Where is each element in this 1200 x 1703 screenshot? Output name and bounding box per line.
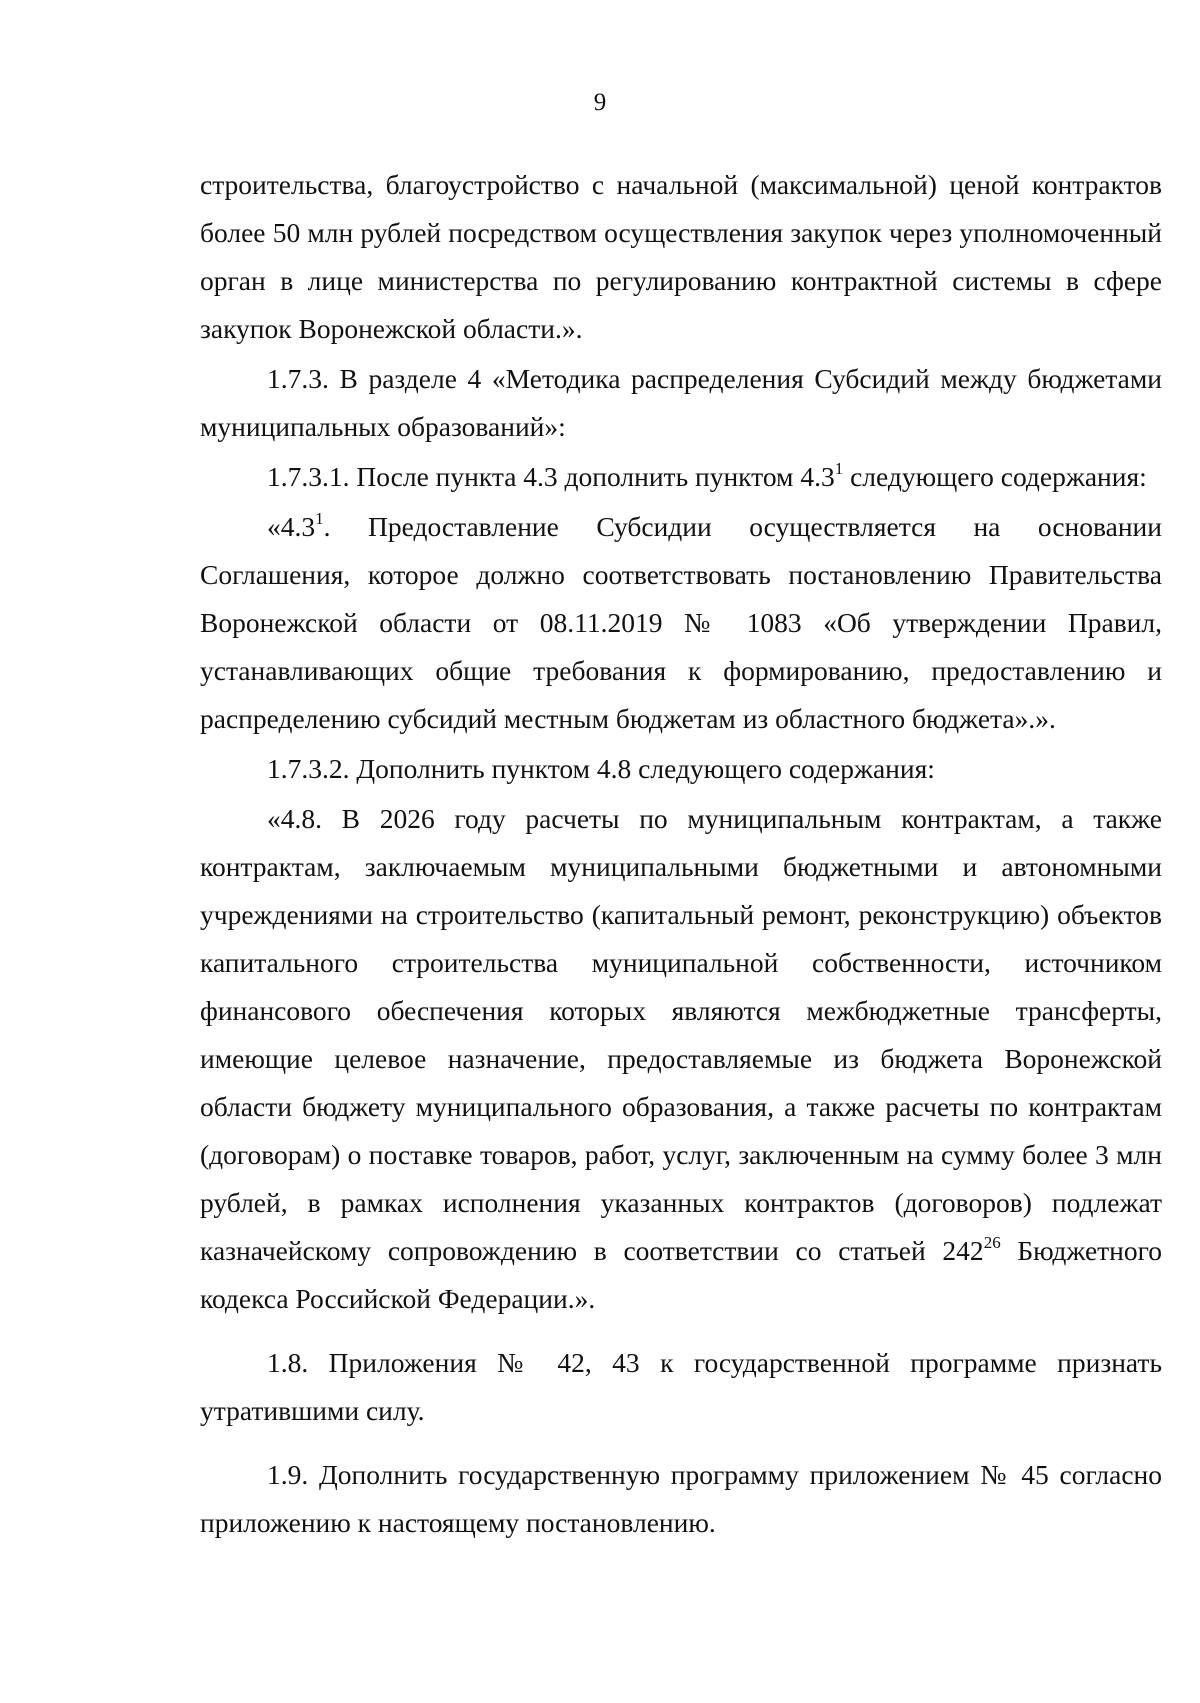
document-body xyxy=(200,161,1162,1547)
paragraph-1-7-3-1-text: 1.7.3.1. После пункта 4.3 дополнить пунктом 4.3 xyxy=(267,461,835,492)
superscript: 1 xyxy=(834,458,844,478)
page-number: 9 xyxy=(593,89,607,116)
superscript: 26 xyxy=(983,1232,1001,1252)
paragraph-1-7-3: 1.7.3. В разделе 4 «Методика распределения Субсидий между бюджетами муниципальных образований»: xyxy=(200,363,1162,442)
paragraph-quote-4-3-1-text: . Предоставление Субсидии осуществляется на основании Соглашения, которое должно соответствовать постановлению Правительства Воронежской области от 08.11.2019 № 1083 «Об утверждении Правил, устанавливающих общие требования к формированию, предоставлению и распределению субсидий местным бюджетам из областного бюджета».». xyxy=(200,511,1162,734)
paragraph-quote-4-8-text: «4.8. В 2026 году расчеты по муниципальным контрактам, а также контрактам, заключаемым муниципальными бюджетными и автономными учреждениями на строительство (капитальный ремонт, реконструкцию) объектов капитального строительства муниципальной собственности, источником финансового обеспечения которых являются межбюджетные трансферты, имеющие целевое назначение, предоставляемые из бюджета Воронежской области бюджету муниципального образования, а также расчеты по контрактам (договорам) о поставке товаров, работ, услуг, заключенным на сумму более 3 млн рублей, в рамках исполнения указанных контрактов (договоров) подлежат казначейскому сопровождению в соответствии со статьей 242 xyxy=(200,803,1162,1266)
paragraph-1-7-3-1 xyxy=(200,453,1162,501)
paragraph-1-9: 1.9. Дополнить государственную программу приложением № 45 согласно приложению к настоящему постановлению. xyxy=(200,1459,1162,1538)
superscript: 1 xyxy=(315,508,324,528)
paragraph-quote-4-8-tail: Бюджетного кодекса Российской Федерации.». xyxy=(200,1235,1162,1314)
paragraph-1-7-3-2: 1.7.3.2. Дополнить пунктом 4.8 следующего содержания: xyxy=(267,753,935,784)
paragraph-1-7-3-1-tail: следующего содержания: xyxy=(843,461,1147,492)
paragraph-continuation: строительства, благоустройство с начальной (максимальной) ценой контрактов более 50 млн рублей посредством осуществления закупок через уполномоченный орган в лице министерства по регулированию контрактной системы в сфере закупок Воронежской области.». xyxy=(200,169,1162,344)
paragraph-quote-4-3-1-head: «4.3 xyxy=(267,511,316,542)
paragraph-quote-4-3-1 xyxy=(200,503,1162,743)
paragraph-1-8: 1.8. Приложения № 42, 43 к государственной программе признать утратившими силу. xyxy=(200,1347,1162,1426)
paragraph-quote-4-8 xyxy=(200,795,1162,1323)
